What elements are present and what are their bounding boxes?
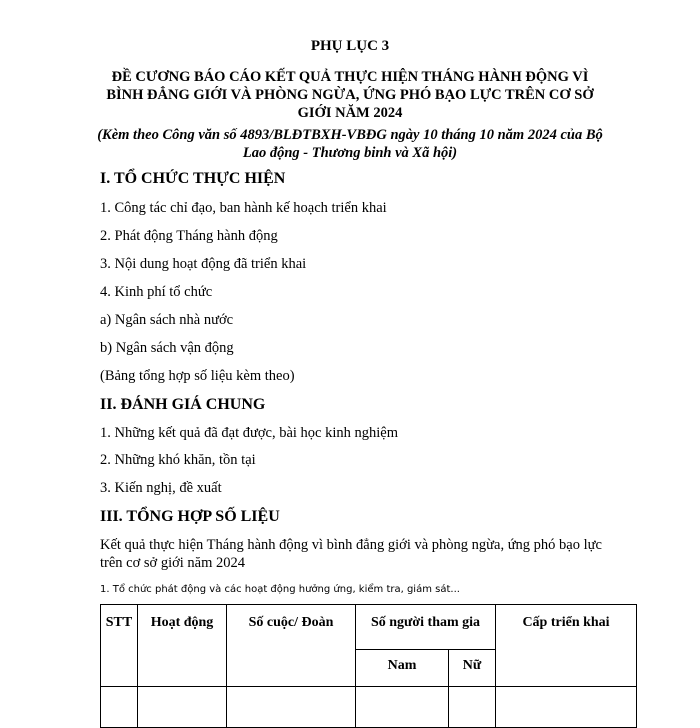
col-activity: Hoạt động <box>138 605 227 687</box>
table-cell <box>227 687 356 728</box>
table-cell <box>138 687 227 728</box>
section1-item: (Bảng tổng hợp số liệu kèm theo) <box>100 368 295 384</box>
table-caption: 1. Tổ chức phát động và các hoạt động hưởng ứng, kiểm tra, giám sát... <box>100 584 460 595</box>
col-level: Cấp triển khai <box>496 605 637 687</box>
section2-item: 2. Những khó khăn, tồn tại <box>100 452 256 468</box>
attachment-note: (Kèm theo Công văn số 4893/BLĐTBXH-VBĐG ngày 10 tháng 10 năm 2024 của Bộ Lao động - Thương binh và Xã hội) <box>97 127 603 161</box>
document-title: ĐỀ CƯƠNG BÁO CÁO KẾT QUẢ THỰC HIỆN THÁNG HÀNH ĐỘNG VÌ BÌNH ĐẲNG GIỚI VÀ PHÒNG NGỪA, ỨNG PHÓ BẠO LỰC TRÊN CƠ SỞ GIỚI NĂM 2024 <box>106 69 594 121</box>
section2-item: 3. Kiến nghị, đề xuất <box>100 480 222 496</box>
col-participants: Số người tham gia <box>356 605 496 650</box>
section1-item: 2. Phát động Tháng hành động <box>100 228 278 244</box>
data-table <box>100 604 637 728</box>
table-cell <box>496 687 637 728</box>
col-female: Nữ <box>449 650 496 687</box>
table-cell <box>101 687 138 728</box>
section1-item: 3. Nội dung hoạt động đã triển khai <box>100 256 307 272</box>
col-stt: STT <box>101 605 138 687</box>
section1-item: 4. Kinh phí tổ chức <box>100 284 213 300</box>
section2-item: 1. Những kết quả đã đạt được, bài học kinh nghiệm <box>100 425 399 441</box>
section3-heading: III. TỔNG HỢP SỐ LIỆU <box>100 508 280 525</box>
col-count: Số cuộc/ Đoàn <box>227 605 356 687</box>
appendix-title: PHỤ LỤC 3 <box>310 38 390 54</box>
section1-item: b) Ngân sách vận động <box>100 340 234 356</box>
section1-item: 1. Công tác chỉ đạo, ban hành kế hoạch triển khai <box>100 200 387 216</box>
col-male: Nam <box>356 650 449 687</box>
section2-heading: II. ĐÁNH GIÁ CHUNG <box>100 396 266 413</box>
table-cell <box>356 687 449 728</box>
section1-heading: I. TỔ CHỨC THỰC HIỆN <box>100 170 286 187</box>
section1-item: a) Ngân sách nhà nước <box>100 312 234 328</box>
table-cell <box>449 687 496 728</box>
section3-intro: Kết quả thực hiện Tháng hành động vì bình đẳng giới và phòng ngừa, ứng phó bạo lực trên cơ sở giới năm 2024 <box>100 537 602 571</box>
